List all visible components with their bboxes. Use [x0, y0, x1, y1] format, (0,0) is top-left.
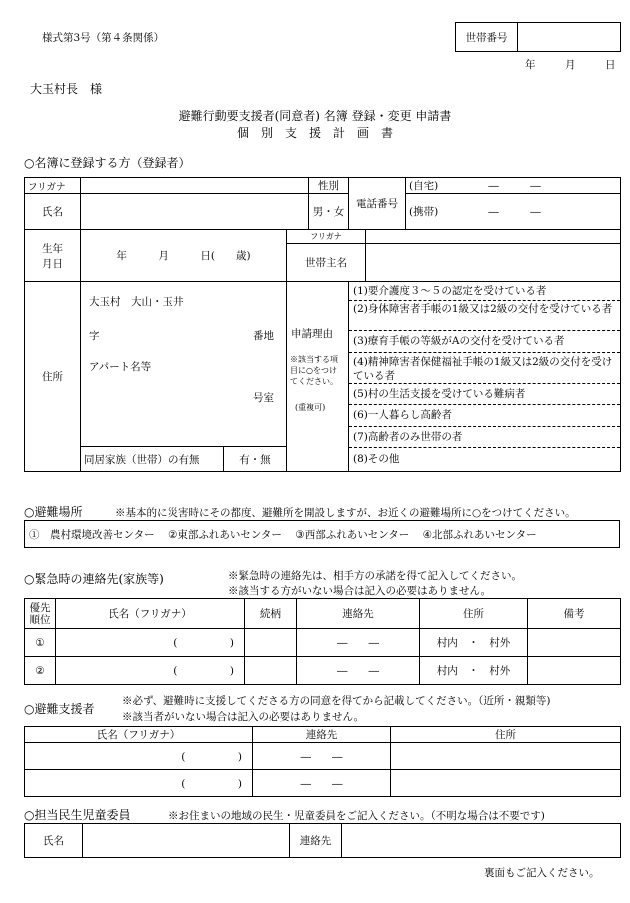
birth-input[interactable]: 年 月 日( 歳): [81, 230, 287, 282]
emergency-name-input[interactable]: ( ): [56, 657, 245, 685]
supporter-contact-input[interactable]: ― ―: [253, 743, 391, 770]
emergency-contact-input[interactable]: ― ―: [297, 657, 420, 685]
gender-label: 性別: [309, 178, 349, 194]
table-row: [25, 770, 621, 797]
phone-mobile-dash: ― ―: [488, 206, 541, 218]
household-number-label: 世帯番号: [456, 23, 518, 52]
emergency-priority: ②: [25, 657, 56, 685]
phone-home[interactable]: [406, 178, 621, 194]
welfare-name-label: 氏名: [25, 824, 83, 858]
supporter-name-input[interactable]: ( ): [25, 743, 253, 770]
welfare-note: ※お住まいの地域の民生・児童委員をご記入ください。（不明な場合は不要です): [168, 810, 545, 822]
emergency-remarks-input[interactable]: [528, 657, 621, 685]
reason-list-cell: [349, 282, 621, 472]
emergency-note-2: ※該当する方がいない場合は記入の必要はありません。: [228, 585, 492, 597]
emergency-note-1: ※緊急時の連絡先は、相手方の承諾を得て記入してください。: [228, 570, 522, 582]
phone-mobile[interactable]: [406, 194, 621, 230]
address-room: 号室: [253, 392, 274, 404]
supporter-address-input[interactable]: [391, 743, 621, 770]
phone-label: 電話番号: [349, 178, 406, 230]
reason-note: ※該当する項目に○をつけてください。: [290, 355, 338, 386]
emergency-header-remarks: 備考: [528, 599, 621, 629]
evacuation-place[interactable]: ① 農村環境改善センター: [29, 528, 155, 541]
supporter-note-1: ※必ず、避難時に支援してくださる方の同意を得てから記載してください。（近所・親類等): [122, 695, 551, 707]
emergency-header-address: 住所: [420, 599, 528, 629]
reason-item[interactable]: (3)療育手帳の等級がAの交付を受けている者: [349, 331, 620, 353]
gender-value[interactable]: 男・女: [309, 194, 349, 230]
table-row: [25, 743, 621, 770]
registrant-table: [24, 177, 621, 472]
name-input[interactable]: [81, 194, 309, 230]
supporter-header-name: 氏名（フリガナ）: [25, 727, 253, 743]
supporter-header-contact: 連絡先: [253, 727, 391, 743]
emergency-table: [24, 598, 621, 685]
supporter-note-2: ※該当者がいない場合は記入の必要はありません。: [122, 711, 365, 723]
phone-home-dash: ― ―: [488, 180, 541, 192]
evacuation-note: ※基本的に災害時にその都度、避難所を開設しますが、お近くの避難場所に○をつけてください。: [115, 507, 576, 519]
section-supporter-heading: ○避難支援者: [24, 702, 95, 716]
reason-note-duplicate: (重複可): [295, 403, 326, 412]
birth-label: 生年 月日: [25, 230, 81, 282]
supporter-contact-input[interactable]: ― ―: [253, 770, 391, 797]
form-title: 避難行動要支援者(同意者) 名簿 登録・変更 申請書: [178, 109, 452, 123]
form-subtitle: 個 別 支 援 計 画 書: [236, 126, 393, 140]
evacuation-place[interactable]: ②東部ふれあいセンター: [167, 528, 282, 541]
reason-item[interactable]: (6)一人暮らし高齢者: [349, 405, 620, 427]
address-apartment: アパート名等: [89, 361, 152, 373]
section-welfare-heading: ○担当民生児童委員: [24, 808, 131, 822]
emergency-address-input[interactable]: 村内 ・ 村外: [420, 657, 528, 685]
emergency-priority: ①: [25, 629, 56, 657]
section-registrant-heading: ○名簿に登録する方（登録者）: [24, 156, 191, 170]
date-year: 年: [525, 59, 536, 71]
emergency-address-input[interactable]: 村内 ・ 村外: [420, 629, 528, 657]
address-label: 住所: [25, 282, 81, 472]
household-head-label: 世帯主名: [287, 244, 366, 282]
emergency-relation-input[interactable]: [245, 629, 297, 657]
address-line1: 大玉村 大山・玉井: [89, 296, 184, 308]
address-aza: 字: [89, 330, 100, 342]
welfare-name-input[interactable]: [83, 824, 290, 858]
household-head-furigana-label: フリガナ: [287, 230, 366, 244]
emergency-header-relation: 続柄: [245, 599, 297, 629]
reason-item[interactable]: (5)村の生活支援を受けている難病者: [349, 384, 620, 405]
reason-item[interactable]: (1)要介護度３～５の認定を受けている者: [349, 282, 620, 301]
section-evacuation-heading: ○避難場所: [24, 505, 83, 519]
reason-label-cell: [287, 282, 349, 472]
emergency-contact-input[interactable]: ― ―: [297, 629, 420, 657]
welfare-contact-input[interactable]: [342, 824, 621, 858]
address-input[interactable]: [81, 282, 287, 447]
cohabit-label: 同居家族（世帯）の有無: [81, 447, 224, 472]
form-number: 様式第3号（第４条関係）: [42, 32, 165, 44]
household-head-input[interactable]: [366, 244, 621, 282]
emergency-relation-input[interactable]: [245, 657, 297, 685]
emergency-header-contact: 連絡先: [297, 599, 420, 629]
reason-item[interactable]: (2)身体障害者手帳の1級又は2級の交付を受けている者: [349, 301, 620, 331]
phone-mobile-label: (携帯): [409, 206, 439, 218]
emergency-name-input[interactable]: ( ): [56, 629, 245, 657]
emergency-header-priority: 優先順位: [25, 599, 56, 629]
evacuation-place[interactable]: ④北部ふれあいセンター: [422, 528, 537, 541]
addressee: 大玉村長 様: [30, 82, 103, 96]
welfare-table: [24, 823, 621, 858]
evacuation-table: [24, 520, 620, 548]
furigana-input[interactable]: [81, 178, 309, 194]
cohabit-value[interactable]: 有・無: [224, 447, 287, 472]
supporter-header-address: 住所: [391, 727, 621, 743]
supporter-table: [24, 726, 621, 797]
phone-home-label: (自宅): [409, 180, 439, 192]
supporter-name-input[interactable]: ( ): [25, 770, 253, 797]
household-head-furigana-input[interactable]: [366, 230, 621, 244]
address-banchi: 番地: [253, 330, 274, 342]
emergency-header-name: 氏名（フリガナ）: [56, 599, 245, 629]
evacuation-places: [25, 521, 620, 548]
table-row: [25, 657, 621, 685]
household-number-input[interactable]: [518, 23, 621, 52]
welfare-contact-label: 連絡先: [290, 824, 342, 858]
footer-note: 裏面もご記入ください。: [484, 867, 600, 879]
section-emergency-heading: ○緊急時の連絡先(家族等): [24, 572, 164, 586]
furigana-label: フリガナ: [25, 178, 81, 194]
table-row: [25, 629, 621, 657]
evacuation-place[interactable]: ③西部ふれあいセンター: [295, 528, 410, 541]
name-label: 氏名: [25, 194, 81, 230]
date-month: 月: [565, 59, 576, 71]
date-day: 日: [605, 59, 616, 71]
reason-label: 申請理由: [291, 328, 333, 340]
reason-item[interactable]: (7)高齢者のみ世帯の者: [349, 427, 620, 448]
supporter-address-input[interactable]: [391, 770, 621, 797]
reason-item[interactable]: (8)その他: [353, 453, 400, 465]
reason-item[interactable]: (4)精神障害者保健福祉手帳の1級又は2級の交付を受けている者: [349, 353, 620, 384]
household-number-box: [455, 22, 621, 52]
emergency-remarks-input[interactable]: [528, 629, 621, 657]
